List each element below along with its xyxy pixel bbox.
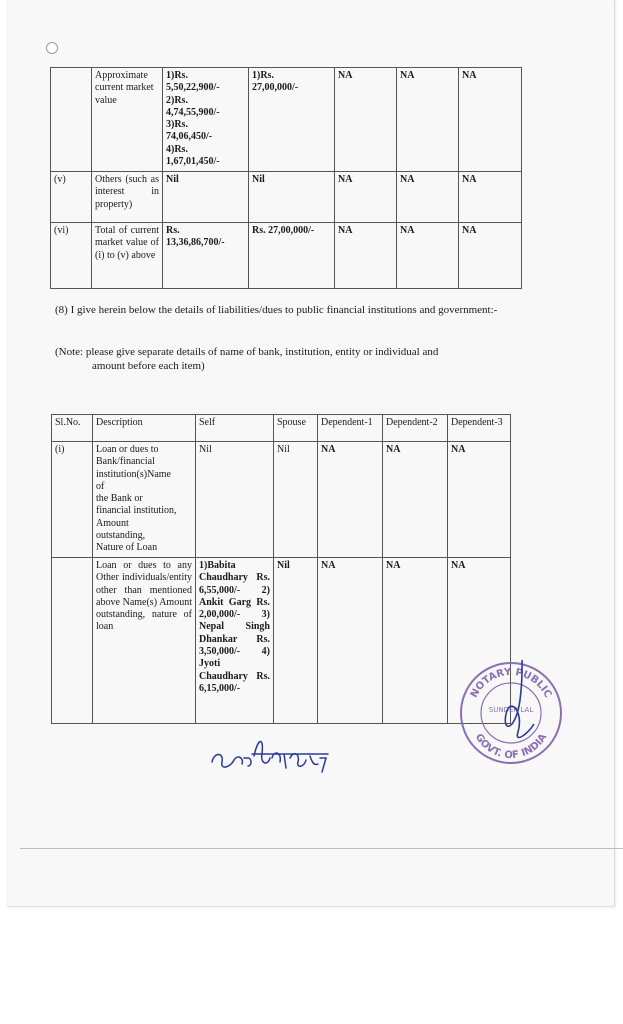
- dependent-1-value: NA: [318, 442, 383, 558]
- header-slno: Sl.No.: [52, 415, 93, 442]
- spouse-value: Nil: [249, 172, 335, 223]
- self-value: Nil: [163, 172, 249, 223]
- row-number: [52, 558, 93, 724]
- notary-stamp: [458, 660, 564, 766]
- table-row: [51, 172, 522, 223]
- dependent-3-value: NA: [459, 223, 522, 289]
- row-description: Others (such as interest in property): [92, 172, 163, 223]
- self-value: 1)Rs. 5,50,22,900/- 2)Rs. 4,74,55,900/- 3)Rs. 74,06,450/- 4)Rs. 1,67,01,450/-: [163, 68, 249, 172]
- assets-table: [50, 67, 522, 289]
- dependent-2-value: NA: [383, 558, 448, 724]
- stamp-name-text: SUNDER LAL: [488, 706, 534, 714]
- row-number: (i): [52, 442, 93, 558]
- scan-edge-line: [20, 848, 623, 849]
- spouse-value: Nil: [274, 558, 318, 724]
- row-description: Approximate current market value: [92, 68, 163, 172]
- self-value: Nil: [196, 442, 274, 558]
- table-row: [51, 223, 522, 289]
- liabilities-table: [51, 414, 511, 724]
- row-description: Loan or dues to any Other individuals/entity other than mentioned above Name(s) Amount outstanding, nature of loan: [93, 558, 196, 724]
- spouse-value: 1)Rs. 27,00,000/-: [249, 68, 335, 172]
- note-line-1: (Note: please give separate details of name of bank, institution, entity or individual and: [55, 346, 439, 358]
- dependent-2-value: NA: [397, 68, 459, 172]
- dependent-3-value: NA: [448, 558, 511, 724]
- header-description: Description: [93, 415, 196, 442]
- note-line-2: amount before each item): [92, 360, 205, 372]
- header-dependent-3: Dependent-3: [448, 415, 511, 442]
- table-row: [51, 68, 522, 172]
- spouse-value: Rs. 27,00,000/-: [249, 223, 335, 289]
- table-header-row: [52, 415, 511, 442]
- dependent-2-value: NA: [383, 442, 448, 558]
- header-dependent-1: Dependent-1: [318, 415, 383, 442]
- row-description: Total of current market value of (i) to (v) above: [92, 223, 163, 289]
- dependent-1-value: NA: [335, 172, 397, 223]
- dependent-3-value: NA: [459, 172, 522, 223]
- table-row: [52, 558, 511, 724]
- handwritten-signature: [208, 732, 348, 780]
- dependent-3-value: NA: [459, 68, 522, 172]
- row-number: (v): [51, 172, 92, 223]
- row-description: Loan or dues to Bank/financial institution(s)Name of the Bank or financial institution, Amount outstanding, Nature of Loan: [93, 442, 196, 558]
- self-value: 1)Babita Chaudhary Rs. 6,55,000/- 2) Ankit Garg Rs. 2,00,000/- 3) Nepal Singh Dhankar Rs. 3,50,000/- 4) Jyoti Chaudhary Rs. 6,15,000/-: [196, 558, 274, 724]
- dependent-3-value: NA: [448, 442, 511, 558]
- header-dependent-2: Dependent-2: [383, 415, 448, 442]
- stamp-bottom-text: GOVT. OF INDIA: [472, 732, 550, 762]
- header-spouse: Spouse: [274, 415, 318, 442]
- dependent-1-value: NA: [318, 558, 383, 724]
- dependent-1-value: NA: [335, 223, 397, 289]
- header-self: Self: [196, 415, 274, 442]
- signature-stroke: [212, 741, 328, 772]
- self-value: Rs. 13,36,86,700/-: [163, 223, 249, 289]
- row-number: [51, 68, 92, 172]
- dependent-2-value: NA: [397, 223, 459, 289]
- row-number: (vi): [51, 223, 92, 289]
- dependent-1-value: NA: [335, 68, 397, 172]
- section-8-heading: [55, 303, 525, 317]
- spouse-value: Nil: [274, 442, 318, 558]
- dependent-2-value: NA: [397, 172, 459, 223]
- liabilities-note: [55, 345, 495, 373]
- table-row: [52, 442, 511, 558]
- section-8-text: (8) I give herein below the details of liabilities/dues to public financial institutions and government:-: [55, 304, 498, 316]
- stamp-top-text: NOTARY PUBLIC: [468, 666, 554, 700]
- punch-hole-mark: [46, 42, 58, 54]
